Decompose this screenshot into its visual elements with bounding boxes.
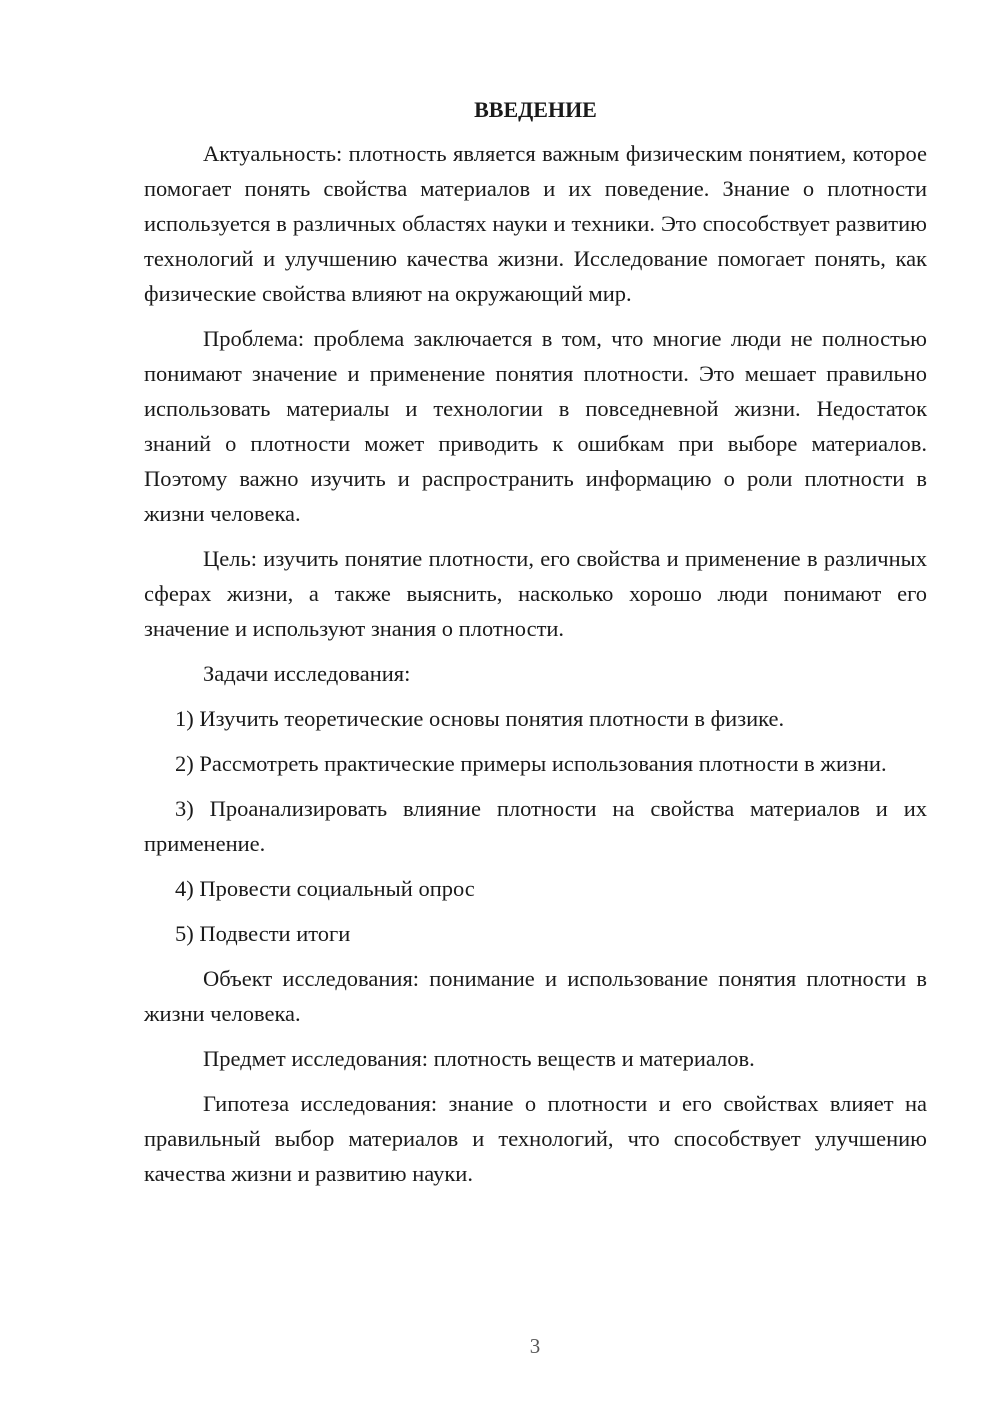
tasks-heading: Задачи исследования: (203, 661, 411, 686)
task-item-1: 1) Изучить теоретические основы понятия плотности в физике. (175, 706, 785, 731)
task-item-5: 5) Подвести итоги (175, 921, 351, 946)
task-item-2: 2) Рассмотреть практические примеры использования плотности в жизни. (175, 751, 887, 776)
document-page (144, 94, 927, 1201)
paragraph-problem: Проблема: проблема заключается в том, что многие люди не полностью понимают значение и применение понятия плотности. Это мешает правильно использовать материалы и технологии в повседневной жизни. Недостаток знаний о плотности может приводить к ошибкам при выборе материалов. Поэтому важно изучить и распространить информацию о роли плотности в жизни человека. (144, 326, 927, 526)
task-item-4: 4) Провести социальный опрос (175, 876, 475, 901)
paragraph-object: Объект исследования: понимание и использование понятия плотности в жизни человека. (144, 966, 927, 1026)
paragraph-subject: Предмет исследования: плотность веществ и материалов. (203, 1046, 755, 1071)
page-number: 3 (529, 1334, 541, 1358)
paragraph-goal: Цель: изучить понятие плотности, его свойства и применение в различных сферах жизни, а также выяснить, насколько хорошо люди понимают его значение и используют знания о плотности. (144, 546, 927, 641)
page-title: ВВЕДЕНИЕ (474, 97, 597, 122)
paragraph-hypothesis: Гипотеза исследования: знание о плотности и его свойствах влияет на правильный выбор материалов и технологий, что способствует улучшению качества жизни и развитию науки. (144, 1091, 927, 1186)
paragraph-relevance: Актуальность: плотность является важным физическим понятием, которое помогает понять свойства материалов и их поведение. Знание о плотности используется в различных областях науки и техники. Это способствует развитию технологий и улучшению качества жизни. Исследование помогает понять, как физические свойства влияют на окружающий мир. (144, 141, 927, 306)
task-item-3: 3) Проанализировать влияние плотности на свойства материалов и их применение. (144, 796, 927, 856)
